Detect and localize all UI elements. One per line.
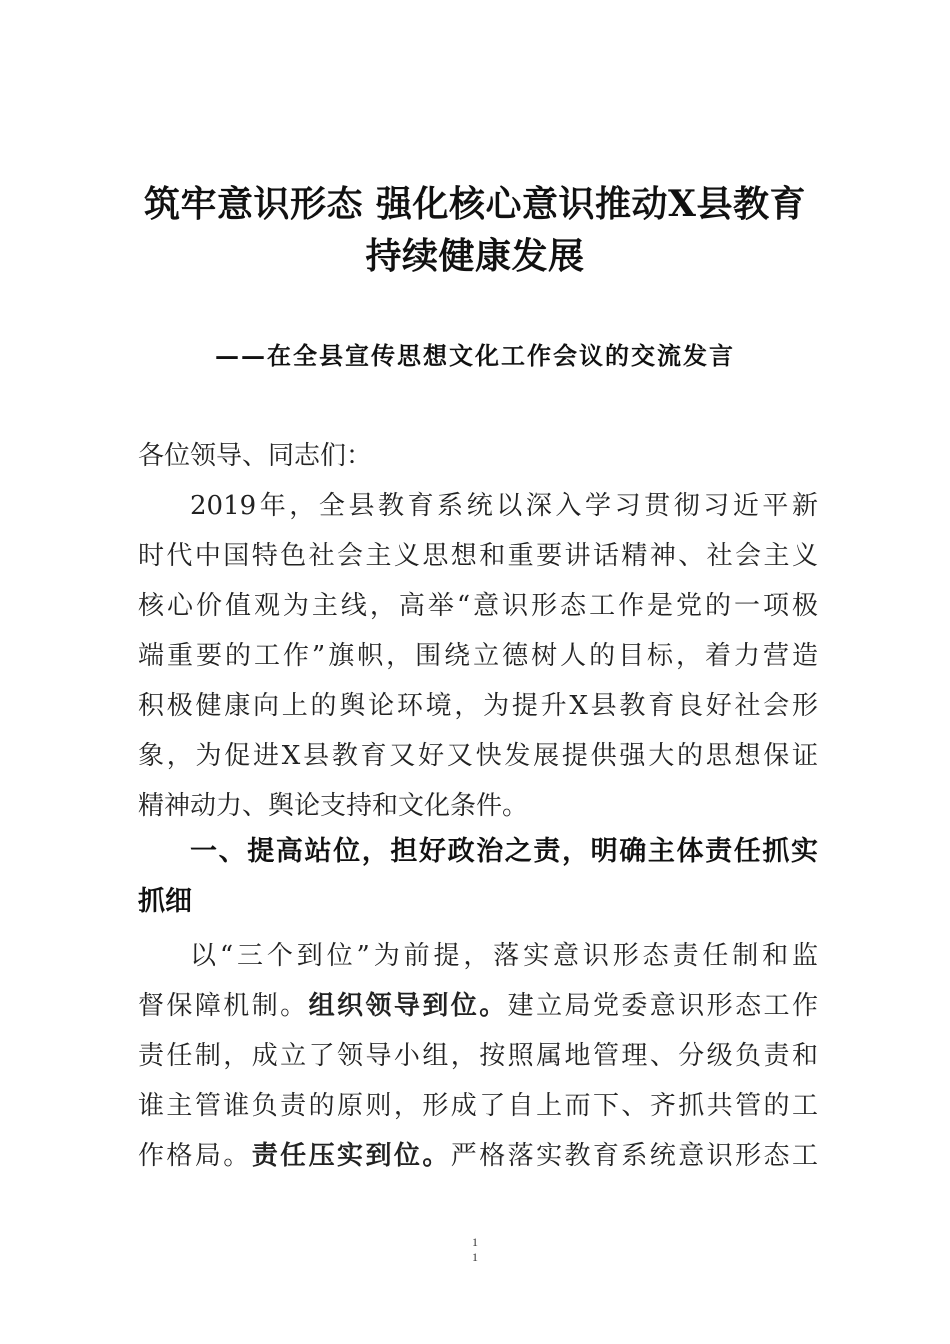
paragraph-2-line-5 [138, 1136, 818, 1176]
salutation: 各位领导、同志们： [138, 441, 373, 471]
paragraph-2-text: 作格局。 [138, 1141, 252, 1171]
bold-lead-responsibility: 责任压实到位。 [251, 1141, 451, 1171]
paragraph-1-line-2: 时代中国特色社会主义思想和重要讲话精神、社会主义 [138, 541, 818, 571]
paragraph-2-line-1: 以“三个到位”为前提，落实意识形态责任制和监 [190, 941, 818, 971]
section-heading-1-line-1: 一、提高站位，担好政治之责，明确主体责任抓实 [190, 836, 818, 867]
paragraph-2-text: 严格落实教育系统意识形态工 [450, 1141, 818, 1171]
document-title-line-1: 筑牢意识形态 强化核心意识推动X县教育 [144, 183, 806, 225]
bold-lead-organization: 组织领导到位。 [308, 991, 508, 1021]
paragraph-1-line-6: 象，为促进X县教育又好又快发展提供强大的思想保证 [138, 741, 818, 771]
document-title-line-2: 持续健康发展 [365, 235, 585, 277]
paragraph-2-line-4: 谁主管谁负责的原则，形成了自上而下、齐抓共管的工 [138, 1091, 818, 1121]
section-heading-1-line-2: 抓细 [138, 886, 192, 917]
paragraph-2-text: 建立局党委意识形态工作 [507, 991, 818, 1021]
paragraph-1-line-7: 精神动力、舆论支持和文化条件。 [138, 791, 529, 821]
paragraph-1-line-4: 端重要的工作”旗帜，围绕立德树人的目标，着力营造 [138, 641, 818, 671]
paragraph-1-line-1: 2019年，全县教育系统以深入学习贯彻习近平新 [190, 491, 818, 521]
page-number: 1 [472, 1235, 478, 1249]
paragraph-1-line-5: 积极健康向上的舆论环境，为提升X县教育良好社会形 [138, 691, 818, 721]
page-number-footer: 1 [472, 1250, 478, 1264]
paragraph-2-text: 督保障机制。 [138, 991, 309, 1021]
paragraph-1-line-3: 核心价值观为主线，高举“意识形态工作是党的一项极 [138, 591, 818, 621]
paragraph-2-line-2 [138, 986, 818, 1026]
document-subtitle: ——在全县宣传思想文化工作会议的交流发言 [215, 341, 735, 370]
paragraph-2-line-3: 责任制，成立了领导小组，按照属地管理、分级负责和 [138, 1041, 818, 1071]
